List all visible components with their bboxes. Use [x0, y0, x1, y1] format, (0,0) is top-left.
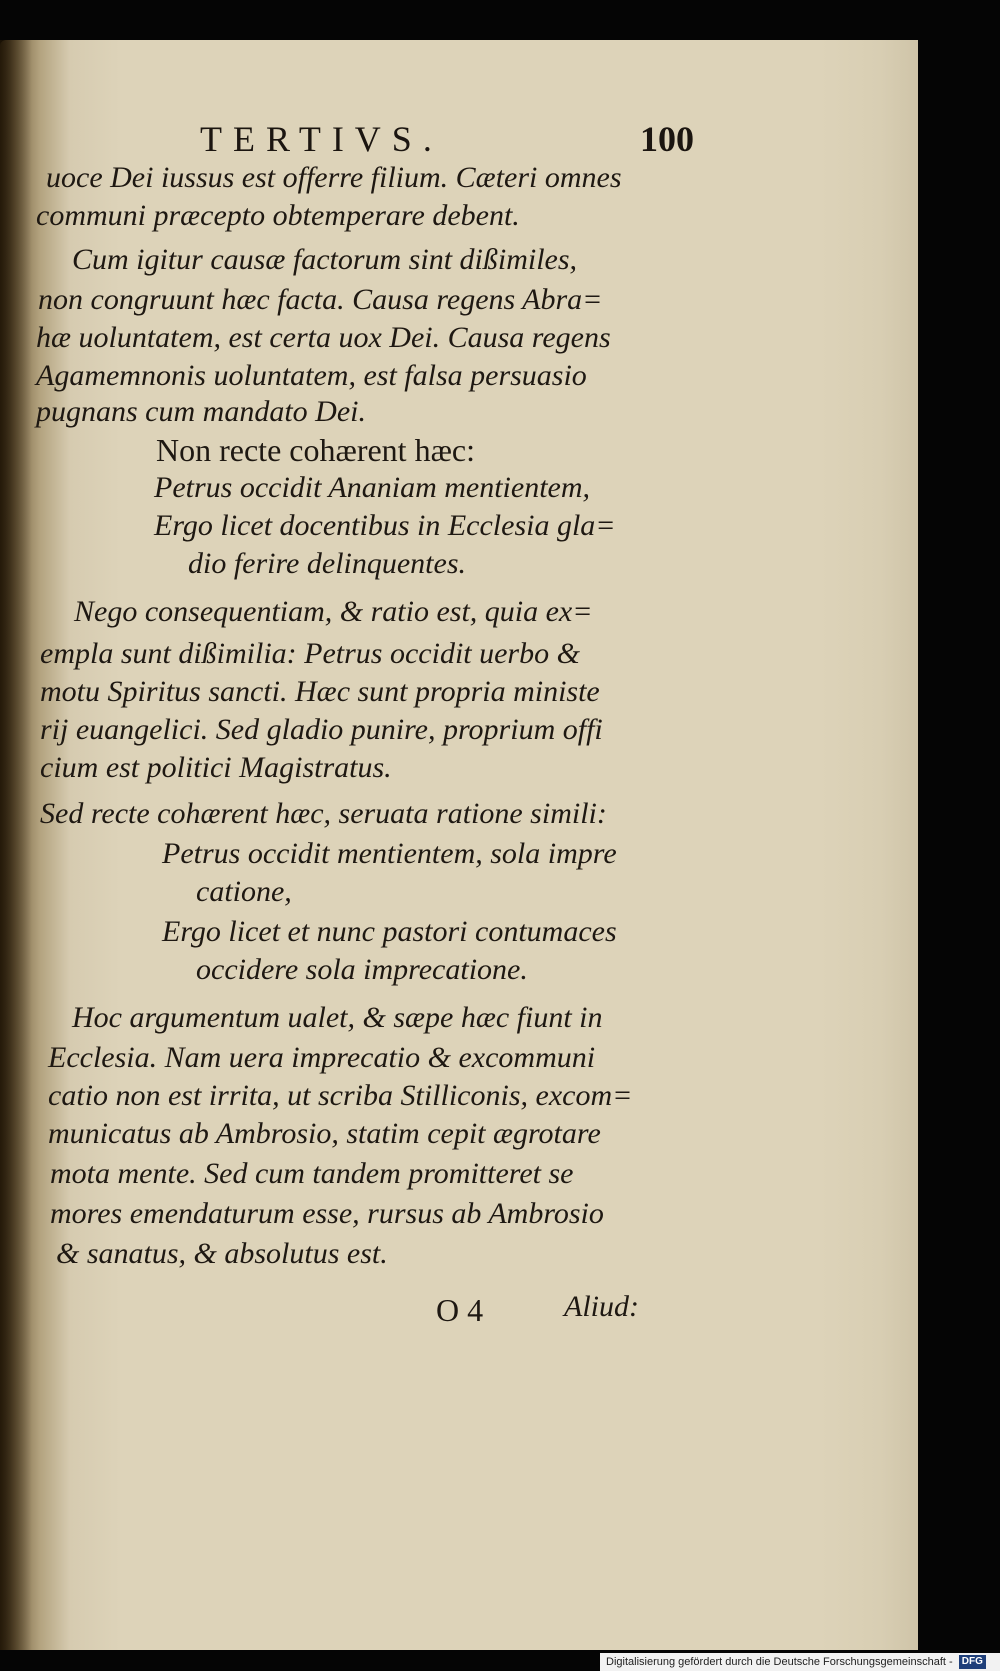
- text-line: mota mente. Sed cum tandem promitteret se: [50, 1157, 574, 1190]
- text-line: catio non est irrita, ut scriba Stilliconis, excom=: [48, 1079, 633, 1112]
- text-line: Ergo licet docentibus in Ecclesia gla=: [154, 509, 616, 542]
- text-line: Ergo licet et nunc pastori contumaces: [162, 915, 617, 948]
- digitization-credit-bar: [600, 1653, 1000, 1671]
- text-line: uoce Dei iussus est offerre filium. Cæteri omnes: [46, 161, 622, 194]
- text-line: dio ferire delinquentes.: [188, 547, 466, 580]
- text-line: hæ uoluntatem, est certa uox Dei. Causa regens: [36, 321, 611, 354]
- text-line: Petrus occidit mentientem, sola impre: [162, 837, 617, 870]
- section-heading: Non recte cohærent hæc:: [156, 432, 475, 468]
- text-line: municatus ab Ambrosio, statim cepit ægrotare: [48, 1117, 601, 1150]
- signature-mark: O 4: [436, 1292, 484, 1328]
- page-number: 100: [640, 119, 694, 159]
- text-line: pugnans cum mandato Dei.: [36, 395, 366, 428]
- text-line: Cum igitur causæ factorum sint dißimiles,: [72, 243, 578, 276]
- text-line: occidere sola imprecatione.: [196, 953, 528, 986]
- running-head-title: TERTIVS.: [200, 119, 443, 159]
- text-line: Nego consequentiam, & ratio est, quia ex=: [74, 595, 593, 628]
- text-line: non congruunt hæc facta. Causa regens Abra=: [38, 283, 603, 316]
- text-line: mores emendaturum esse, rursus ab Ambrosio: [50, 1197, 604, 1230]
- dfg-logo: DFG: [959, 1655, 986, 1669]
- text-line: Agamemnonis uoluntatem, est falsa persuasio: [36, 359, 587, 392]
- text-line: Sed recte cohærent hæc, seruata ratione simili:: [40, 797, 607, 830]
- text-line: cium est politici Magistratus.: [40, 751, 392, 784]
- catchword: Aliud:: [564, 1290, 639, 1323]
- text-line: Petrus occidit Ananiam mentientem,: [154, 471, 591, 504]
- text-line: Hoc argumentum ualet, & sæpe hæc fiunt in: [72, 1001, 603, 1034]
- text-line: motu Spiritus sancti. Hæc sunt propria ministe: [40, 675, 600, 708]
- text-line: & sanatus, & absolutus est.: [56, 1237, 388, 1270]
- text-line: rij euangelici. Sed gladio punire, proprium offi: [40, 713, 603, 746]
- text-line: Ecclesia. Nam uera imprecatio & excommuni: [48, 1041, 596, 1074]
- text-line: communi præcepto obtemperare debent.: [36, 199, 520, 232]
- digitization-credit: Digitalisierung gefördert durch die Deutsche Forschungsgemeinschaft -: [606, 1656, 953, 1668]
- text-line: catione,: [196, 875, 292, 908]
- text-line: empla sunt dißimilia: Petrus occidit uerbo &: [40, 637, 580, 670]
